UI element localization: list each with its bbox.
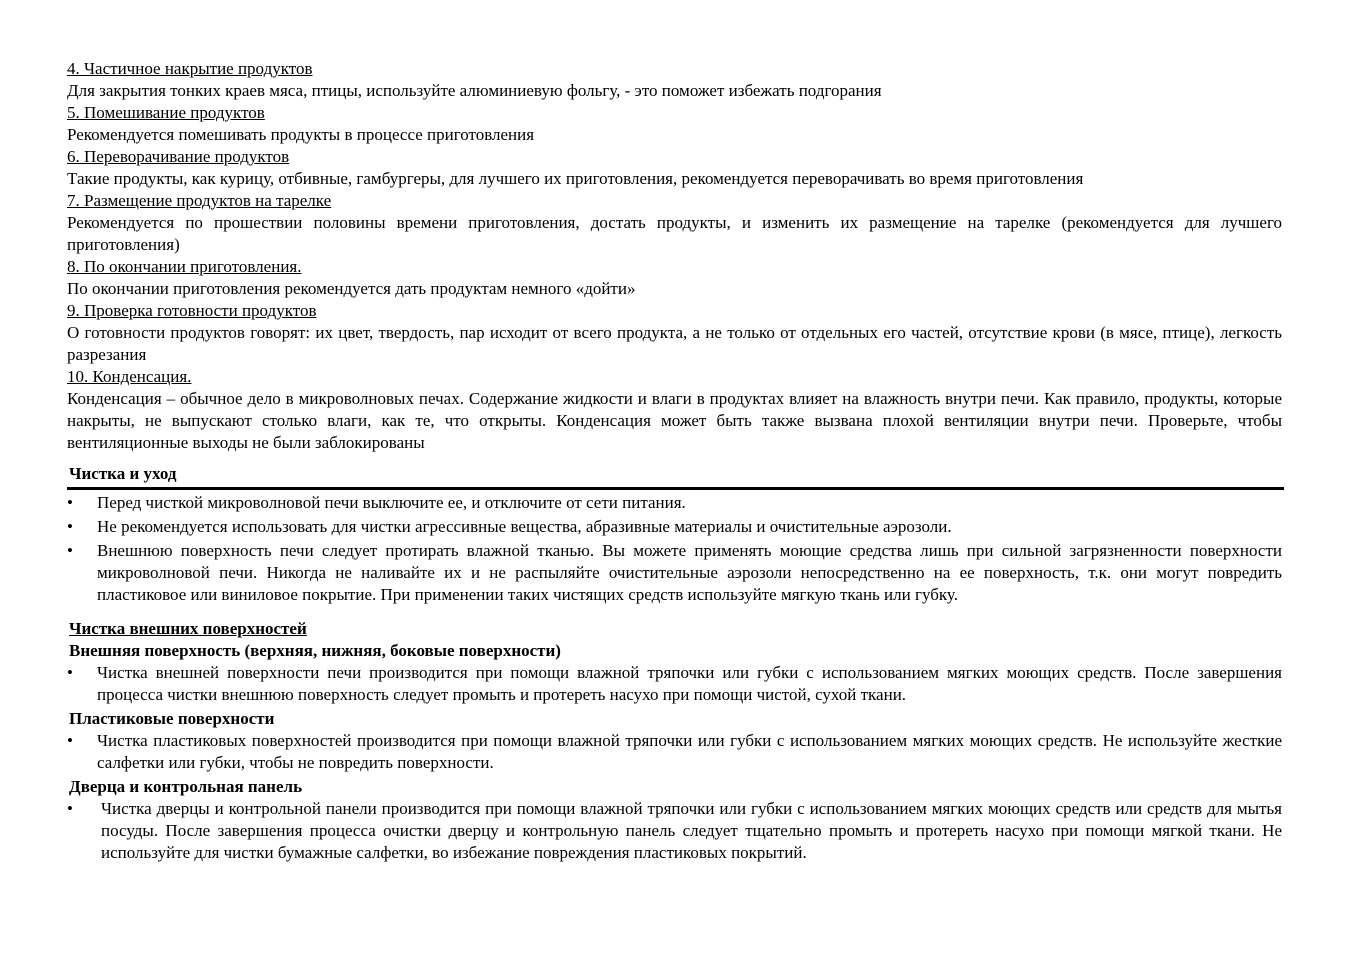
- outer-surface-list: [67, 662, 1282, 706]
- tip-heading: 6. Переворачивание продуктов: [67, 147, 290, 166]
- door-panel-list: [67, 798, 1282, 864]
- external-section-title: Чистка внешних поверхностей: [69, 619, 307, 638]
- section-divider: [67, 487, 1284, 490]
- tip-text: Рекомендуется помешивать продукты в процессе приготовления: [67, 125, 535, 144]
- tip-text: Конденсация – обычное дело в микроволновых печах. Содержание жидкости и влаги в продуктах влияет на влажность внутри печи. Как правило, продукты, которые накрыты, не выпускают столько влаги, как те, что открыты. Конденсация может быть также вызвана плохой вентиляции внутри печи. Проверьте, чтобы вентиляционные выходы не были заблокированы: [67, 389, 1282, 452]
- care-section-title: Чистка и уход: [69, 464, 177, 483]
- list-item-text: Чистка пластиковых поверхностей производится при помощи влажной тряпочки или губки с использованием мягких моющих средств. Не используйте жесткие салфетки или губки, чтобы не повредить поверхности.: [97, 731, 1282, 772]
- bullet-icon: •: [67, 799, 73, 818]
- care-list: [67, 492, 1282, 606]
- spacer: [67, 608, 1282, 618]
- outer-surface-heading: Внешняя поверхность (верхняя, нижняя, боковые поверхности): [69, 641, 561, 660]
- list-item-text: Не рекомендуется использовать для чистки агрессивные вещества, абразивные материалы и очистительные аэрозоли.: [97, 517, 952, 536]
- tip-text: Рекомендуется по прошествии половины времени приготовления, достать продукты, и изменить их размещение на тарелке (рекомендуется для лучшего приготовления): [67, 213, 1282, 254]
- tip-text: По окончании приготовления рекомендуется дать продуктам немного «дойти»: [67, 279, 636, 298]
- document-page: [67, 58, 1282, 866]
- list-item: [67, 492, 1282, 514]
- tip-heading: 5. Помешивание продуктов: [67, 103, 265, 122]
- tip-heading: 7. Размещение продуктов на тарелке: [67, 191, 332, 210]
- tip-heading: 9. Проверка готовности продуктов: [67, 301, 317, 320]
- list-item: [67, 540, 1282, 606]
- list-item-text: Чистка внешней поверхности печи производится при помощи влажной тряпочки или губки с использованием мягких моющих средств. После завершения процесса чистки внешнюю поверхность следует промыть и протереть насухо при помощи чистой, сухой ткани.: [97, 663, 1282, 704]
- list-item: [67, 516, 1282, 538]
- list-item: [67, 798, 1282, 864]
- tip-heading: 10. Конденсация.: [67, 367, 192, 386]
- list-item: [67, 662, 1282, 706]
- door-panel-heading: Дверца и контрольная панель: [69, 777, 303, 796]
- list-item-text: Чистка дверцы и контрольной панели производится при помощи влажной тряпочки или губки с использованием мягких моющих средств или средств для мытья посуды. После завершения процесса очистки дверцу и контрольную панель следует тщательно промыть и протереть насухо при помощи мягкой ткани. Не используйте для чистки бумажные салфетки, во избежание повреждения пластиковых покрытий.: [101, 799, 1282, 862]
- bullet-icon: •: [67, 663, 73, 682]
- tip-heading: 4. Частичное накрытие продуктов: [67, 59, 313, 78]
- plastic-surface-list: [67, 730, 1282, 774]
- bullet-icon: •: [67, 493, 73, 512]
- tip-heading: 8. По окончании приготовления.: [67, 257, 302, 276]
- plastic-surface-heading: Пластиковые поверхности: [69, 709, 275, 728]
- tip-text: О готовности продуктов говорят: их цвет, твердость, пар исходит от всего продукта, а не только от отдельных его частей, отсутствие крови (в мясе, птице), легкость разрезания: [67, 323, 1282, 364]
- list-item-text: Внешнюю поверхность печи следует протирать влажной тканью. Вы можете применять моющие средства лишь при сильной загрязненности поверхности микроволновой печи. Никогда не наливайте их и не распыляйте очистительные аэрозоли непосредственно на ее поверхность, т.к. они могут повредить пластиковое или виниловое покрытие. При применении таких чистящих средств используйте мягкую ткань или губку.: [97, 541, 1282, 604]
- list-item: [67, 730, 1282, 774]
- bullet-icon: •: [67, 541, 73, 560]
- bullet-icon: •: [67, 517, 73, 536]
- tip-text: Такие продукты, как курицу, отбивные, гамбургеры, для лучшего их приготовления, рекомендуется переворачивать во время приготовления: [67, 169, 1084, 188]
- list-item-text: Перед чисткой микроволновой печи выключите ее, и отключите от сети питания.: [97, 493, 686, 512]
- bullet-icon: •: [67, 731, 73, 750]
- tip-text: Для закрытия тонких краев мяса, птицы, используйте алюминиевую фольгу, - это поможет избежать подгорания: [67, 81, 882, 100]
